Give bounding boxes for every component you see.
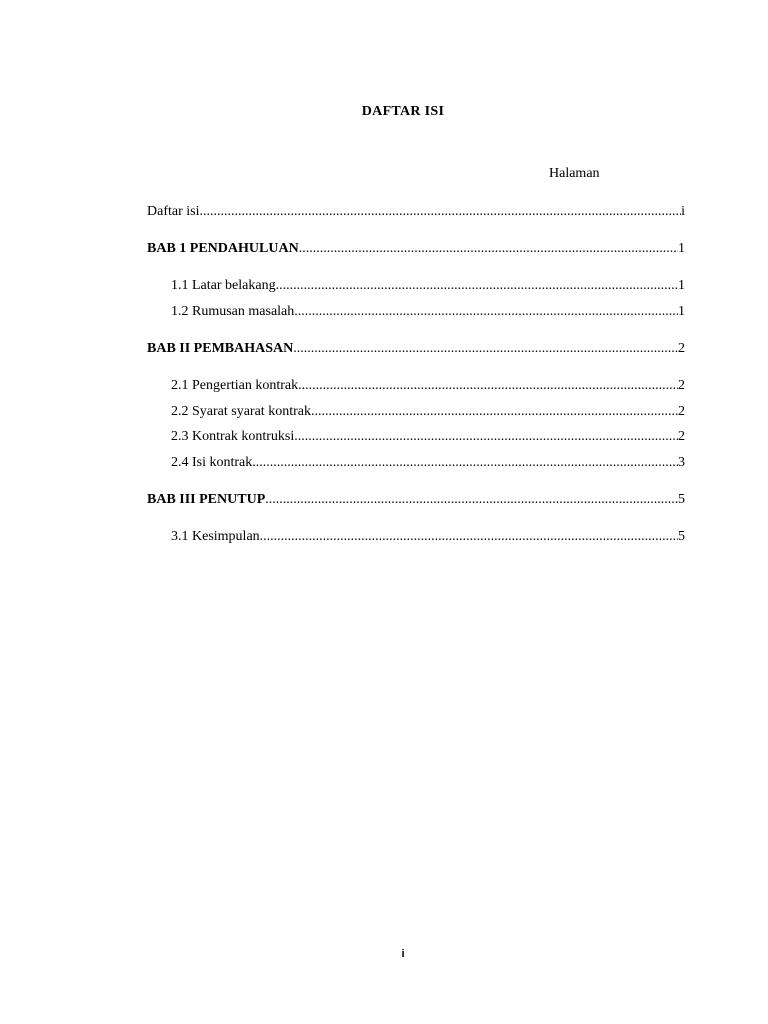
toc-entry-title: 2.1 Pengertian kontrak — [171, 378, 299, 393]
toc-entry-2-3[interactable] — [171, 428, 685, 446]
toc-entry-title: BAB 1 PENDAHULUAN — [147, 241, 299, 256]
page-title: DAFTAR ISI — [361, 104, 445, 119]
toc-entry-title: 2.4 Isi kontrak — [171, 455, 253, 470]
page-column-label: Halaman — [549, 166, 600, 181]
footer-page-number: i — [401, 948, 405, 960]
toc-entry-page: 3 — [678, 455, 685, 470]
toc-entry-page: 2 — [678, 378, 685, 393]
toc-entry-2-4[interactable] — [171, 454, 685, 472]
dot-leader — [299, 240, 678, 258]
toc-entry-page: 5 — [678, 492, 685, 507]
toc-entry-page: 5 — [678, 529, 685, 544]
toc-entry-page: 1 — [678, 241, 685, 256]
toc-entry-title: 2.2 Syarat syarat kontrak — [171, 404, 311, 419]
dot-leader — [276, 277, 678, 295]
dot-leader — [260, 528, 678, 546]
dot-leader — [252, 454, 678, 472]
dot-leader — [199, 203, 681, 221]
toc-entry-bab-3[interactable] — [147, 491, 685, 509]
toc-entry-page: 2 — [678, 341, 685, 356]
toc-entry-title: BAB III PENUTUP — [147, 492, 266, 507]
toc-entry-1-1[interactable] — [171, 277, 685, 295]
toc-entry-title: Daftar isi — [147, 204, 200, 219]
toc-entry-daftar-isi[interactable] — [147, 203, 685, 221]
toc-entry-2-1[interactable] — [171, 377, 685, 395]
toc-entry-title: 2.3 Kontrak kontruksi — [171, 429, 295, 444]
toc-entry-bab-2[interactable] — [147, 340, 685, 358]
toc-entry-page: 2 — [678, 429, 685, 444]
toc-entry-bab-1[interactable] — [147, 240, 685, 258]
toc-entry-3-1[interactable] — [171, 528, 685, 546]
toc-entry-title: BAB II PEMBAHASAN — [147, 341, 294, 356]
toc-entry-1-2[interactable] — [171, 303, 685, 321]
toc-entry-page: 2 — [678, 404, 685, 419]
toc-entry-title: 1.2 Rumusan masalah — [171, 304, 295, 319]
toc-entry-page: i — [681, 204, 685, 219]
toc-entry-page: 1 — [678, 304, 685, 319]
toc-entry-title: 1.1 Latar belakang — [171, 278, 276, 293]
dot-leader — [311, 403, 678, 421]
dot-leader — [293, 340, 678, 358]
dot-leader — [265, 491, 678, 509]
dot-leader — [294, 303, 678, 321]
toc-entry-2-2[interactable] — [171, 403, 685, 421]
dot-leader — [298, 377, 678, 395]
toc-entry-title: 3.1 Kesimpulan — [171, 529, 260, 544]
dot-leader — [294, 428, 678, 446]
toc-entry-page: 1 — [678, 278, 685, 293]
